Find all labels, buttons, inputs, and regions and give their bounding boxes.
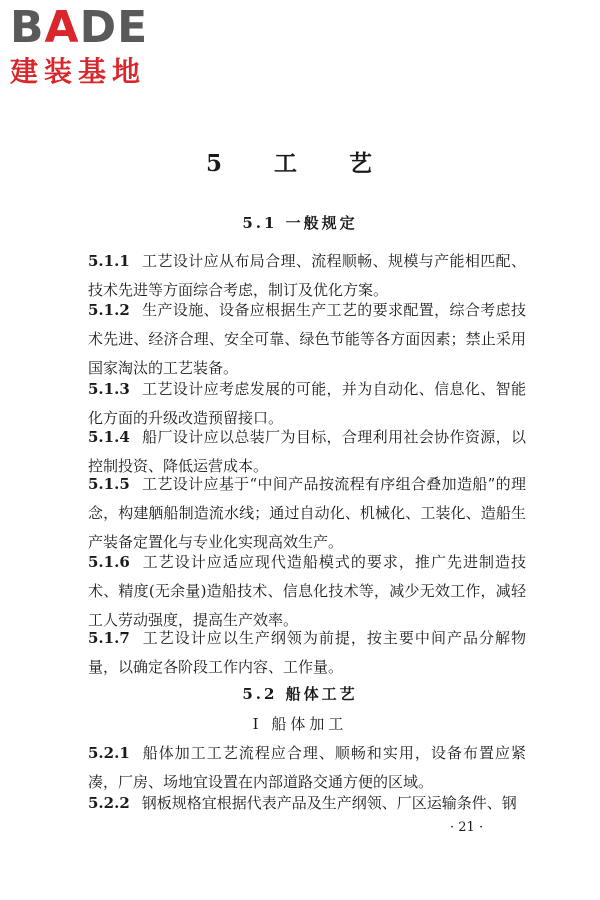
clause-5-1-2	[88, 296, 526, 383]
bade-logo	[10, 4, 148, 90]
section-title-5-1: 5.1 一般规定	[242, 214, 358, 232]
clause-text: 工艺设计应适应现代造船模式的要求，推广先进制造技术、精度(无余量)造船技术、信息化技术等，减少无效工作，减轻工人劳动强度，提高生产效率。	[88, 553, 526, 629]
clause-text: 船厂设计应以总装厂为目标，合理利用社会协作资源，以控制投资、降低运营成本。	[88, 428, 526, 475]
clause-number: 5.1.2	[88, 301, 130, 319]
logo-subtitle: 建装基地	[10, 55, 147, 88]
logo-letter-a: A	[44, 2, 80, 53]
clause-5-2-2	[88, 789, 526, 818]
logo-letter-b: B	[10, 2, 45, 53]
clause-text: 工艺设计应以生产纲领为前提，按主要中间产品分解物量，以确定各阶段工作内容、工作量。	[88, 629, 526, 676]
section-title-5-2: 5.2 船体工艺	[242, 685, 358, 703]
clause-number: 5.1.7	[88, 629, 130, 647]
page-number: · 21 ·	[450, 820, 484, 835]
clause-5-1-7	[88, 624, 526, 682]
clause-text: 船体加工工艺流程应合理、顺畅和实用，设备布置应紧凑，厂房、场地宜设置在内部道路交通方便的区域。	[88, 744, 526, 791]
clause-number: 5.2.1	[88, 744, 130, 762]
clause-5-1-6	[88, 548, 526, 635]
chapter-title: 5 工 艺	[205, 150, 395, 177]
logo-letters-de: DE	[79, 2, 149, 53]
logo-wordmark	[10, 4, 148, 52]
clause-number: 5.1.3	[88, 380, 130, 398]
clause-text: 工艺设计应考虑发展的可能，并为自动化、信息化、智能化方面的升级改造预留接口。	[88, 380, 526, 427]
subsection-title: Ⅰ 船体加工	[252, 715, 348, 733]
clause-number: 5.1.5	[88, 475, 130, 493]
clause-number: 5.1.6	[88, 553, 130, 571]
clause-5-1-5	[88, 470, 526, 557]
clause-number: 5.1.4	[88, 428, 130, 446]
clause-text: 工艺设计应基于“中间产品按流程有序组合叠加造船”的理念，构建舾船制造流水线；通过自动化、机械化、工装化、造船生产装备定置化与专业化实现高效生产。	[88, 475, 526, 551]
clause-number: 5.1.1	[88, 252, 130, 270]
clause-text: 生产设施、设备应根据生产工艺的要求配置，综合考虑技术先进、经济合理、安全可靠、绿色节能等各方面因素；禁止采用国家淘汰的工艺装备。	[88, 301, 526, 377]
clause-text: 工艺设计应从布局合理、流程顺畅、规模与产能相匹配、技术先进等方面综合考虑，制订及优化方案。	[88, 252, 526, 299]
clause-number: 5.2.2	[88, 794, 130, 812]
clause-text: 钢板规格宜根据代表产品及生产纲领、厂区运输条件、钢	[141, 794, 517, 812]
